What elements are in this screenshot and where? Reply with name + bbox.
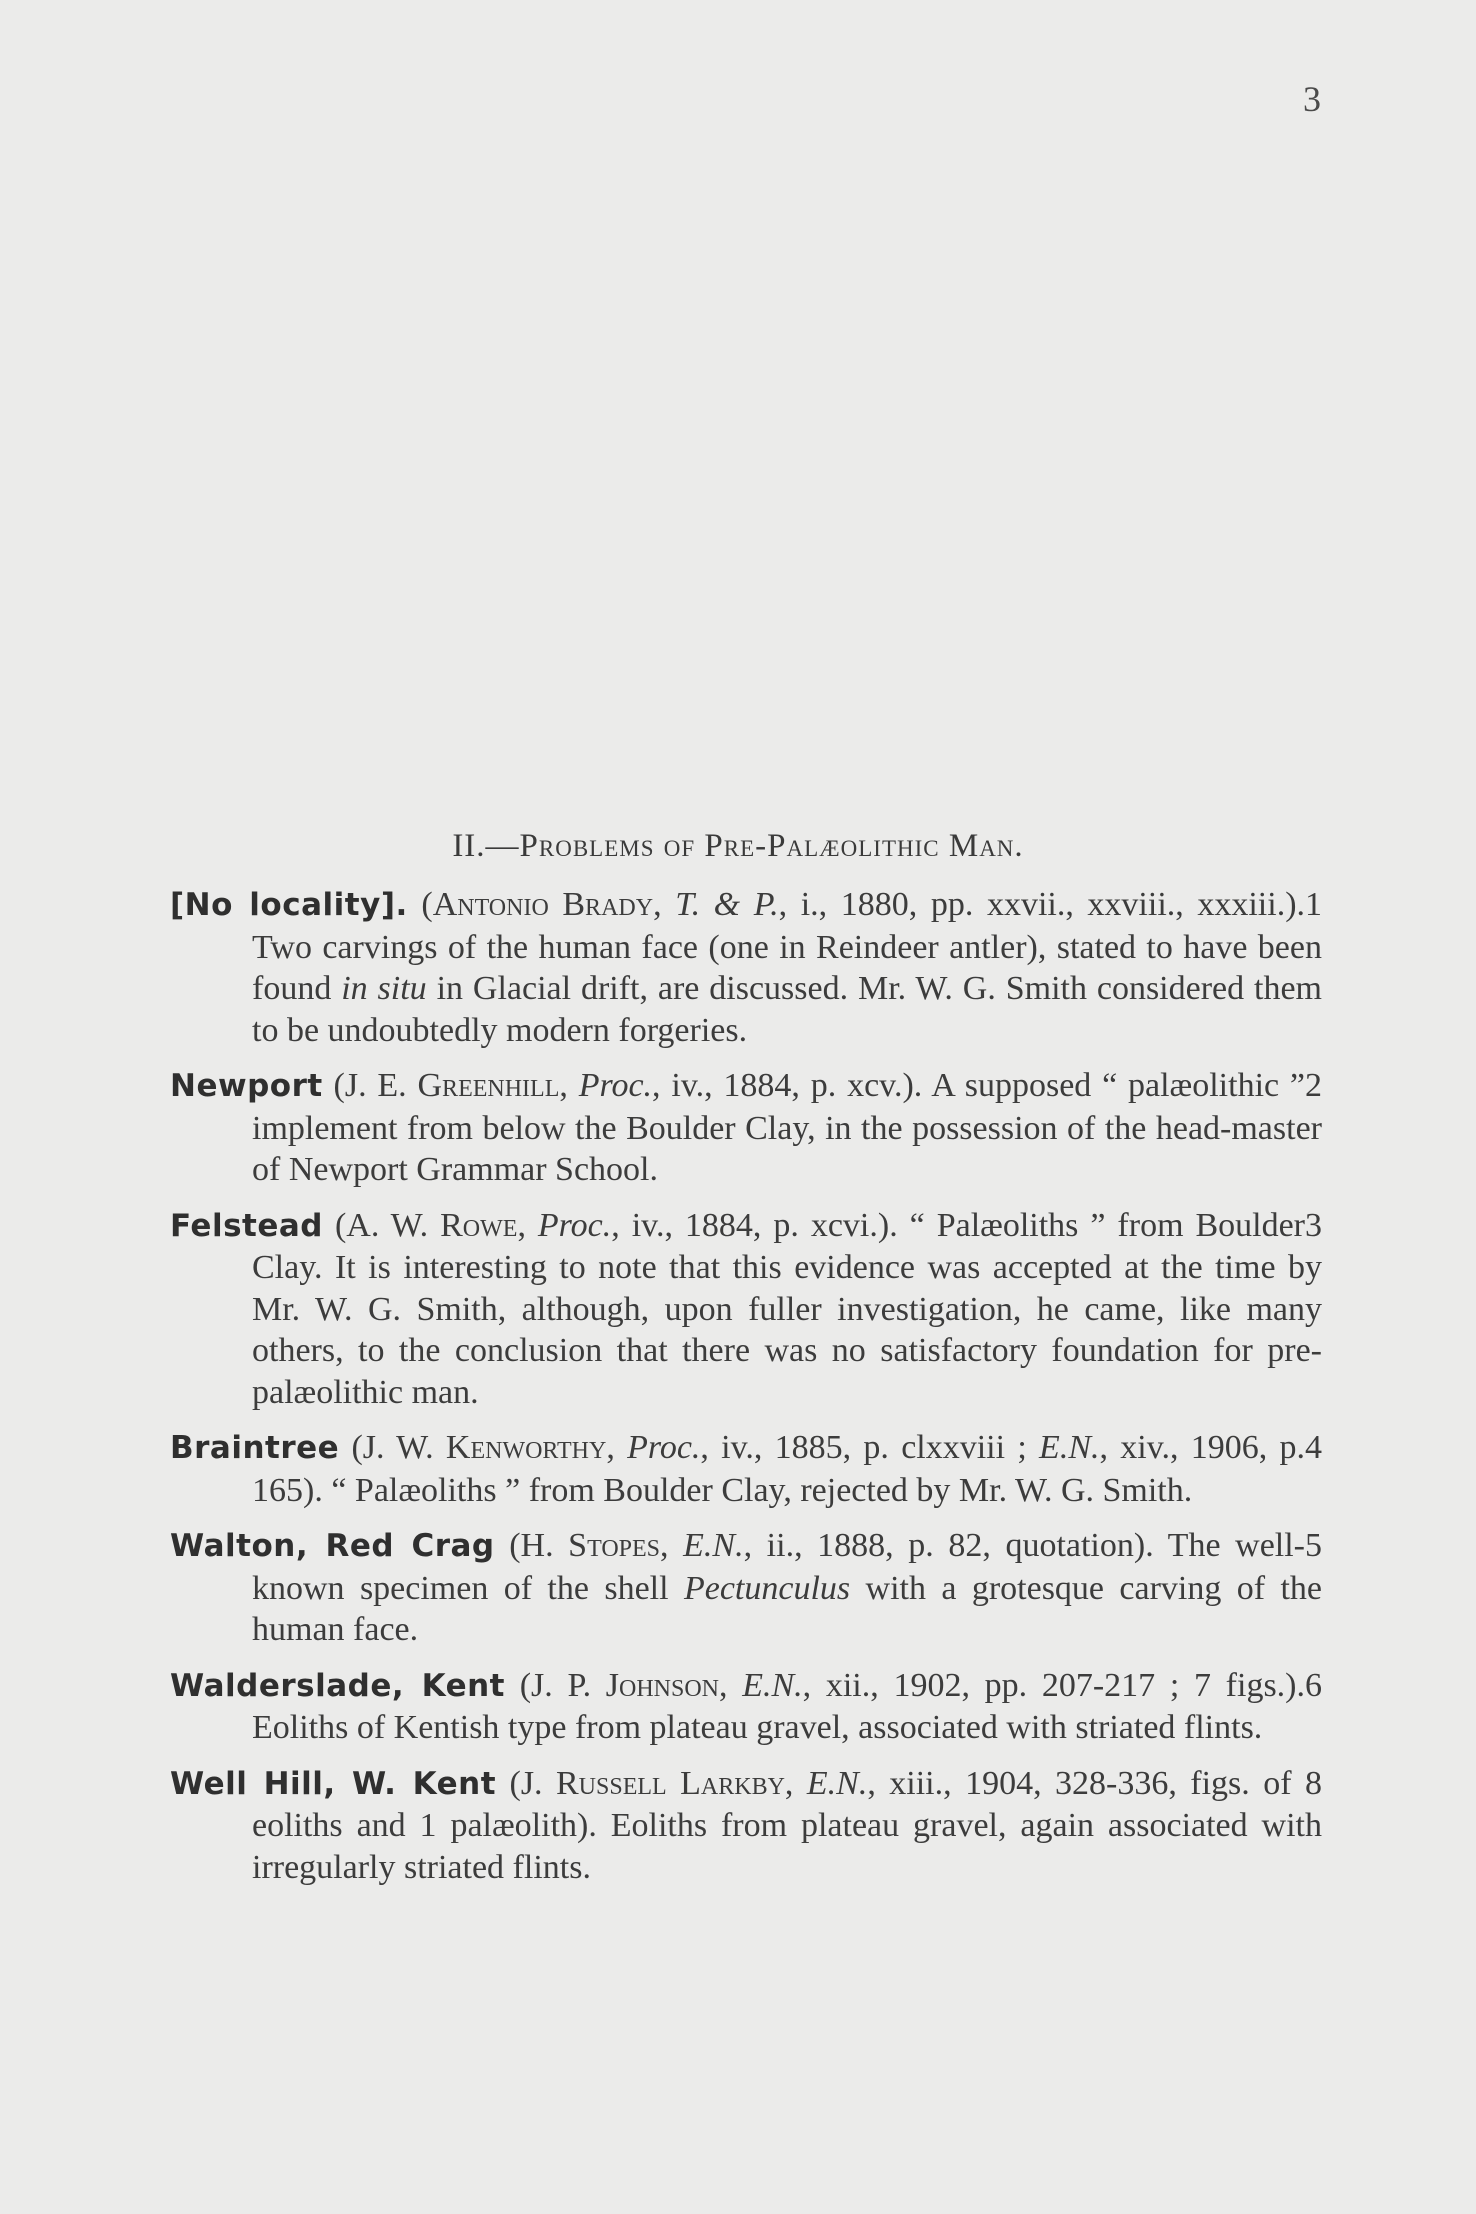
reference-details: , iv., 1885, p. clxxviii ; xyxy=(700,1429,1027,1466)
italic-term: Pectunculus xyxy=(683,1569,851,1607)
reference-open: ( xyxy=(322,1206,347,1244)
bibliography-entry xyxy=(170,1665,1322,1749)
bibliography-entry xyxy=(170,1427,1322,1511)
locality-name: Walderslade, Kent xyxy=(170,1667,505,1704)
journal-abbrev: Proc. xyxy=(578,1067,653,1104)
locality-name: Newport xyxy=(170,1068,323,1104)
journal-abbrev: E.N. xyxy=(683,1527,744,1564)
journal-abbrev: Proc. xyxy=(627,1429,701,1466)
reference-separator: , xyxy=(660,1527,684,1564)
reference-details: , ii., 1888, p. 82, quotation). xyxy=(743,1527,1154,1564)
reference-open: ( xyxy=(339,1429,363,1466)
reference-separator: , xyxy=(653,886,676,923)
author-name: J. P. Johnson xyxy=(531,1666,720,1704)
entry-description-rest: with a grotesque carving of the human face. xyxy=(252,1569,1322,1648)
entry-description: Eoliths from plateau gravel, again associated with irregularly striated flints. xyxy=(252,1807,1322,1886)
locality-name: Well Hill, W. Kent xyxy=(170,1765,497,1802)
locality-name: No locality xyxy=(184,887,381,923)
author-name: J. W. Kenworthy xyxy=(362,1429,607,1466)
reference-separator: , xyxy=(606,1429,628,1466)
reference-open: ( xyxy=(494,1527,521,1564)
locality-name: Braintree xyxy=(170,1430,340,1466)
reference-details: , i., 1880, pp. xxvii., xxviii., xxxiii.). xyxy=(778,886,1306,923)
author-name: H. Stopes xyxy=(520,1527,661,1564)
bibliography-entry xyxy=(170,1525,1322,1651)
author-name: J. Russell Larkby xyxy=(520,1764,785,1802)
reference-separator: , xyxy=(559,1067,579,1104)
reference-open: ( xyxy=(496,1764,521,1802)
author-name: A. W. Rowe xyxy=(346,1206,518,1244)
entry-description: Two carvings of the human face (one in Reindeer antler), stated to have been found xyxy=(252,928,1322,1007)
reference-separator: , xyxy=(517,1206,538,1244)
page-number: 3 xyxy=(1303,79,1321,119)
reference-details: , xii., 1902, pp. 207-217 ; 7 figs.). xyxy=(802,1666,1305,1704)
author-name: Antonio Brady xyxy=(432,886,654,923)
entry-number: 5 xyxy=(1305,1527,1322,1564)
journal-abbrev: E.N. xyxy=(742,1666,803,1704)
entry-number: 2 xyxy=(1305,1067,1322,1104)
reference-details: , iv., 1884, p. xcvi.). xyxy=(611,1206,898,1244)
entry-description-rest: , xiv., 1906, p. 165). “ Palæoliths ” from Boulder Clay, rejected by Mr. W. G. Smith. xyxy=(252,1429,1306,1509)
entry-description-rest: in Glacial drift, are discussed. Mr. W. G. Smith considered them to be undoubtedly modern forgeries. xyxy=(252,970,1322,1049)
reference-open: ( xyxy=(505,1666,532,1704)
bibliography-entry xyxy=(170,1763,1322,1889)
reference-open: ( xyxy=(322,1067,345,1104)
journal-abbrev: E.N. xyxy=(806,1764,868,1802)
entry-list xyxy=(170,884,1322,1902)
reference-separator: , xyxy=(719,1666,743,1704)
journal-abbrev: Proc. xyxy=(537,1206,612,1244)
locality-suffix: ]. xyxy=(380,887,408,923)
entry-description: “ Palæoliths ” from Boulder Clay. It is interesting to note that this evidence was accepted at the time by Mr. W. G. Smith, although, upon fuller investigation, he came, like many others, to the conclusion that there was no satisfactory foundation for pre-palæolithic man. xyxy=(252,1206,1322,1411)
locality-name: Felstead xyxy=(170,1207,323,1244)
locality-prefix: [ xyxy=(170,887,185,923)
entry-description: Eoliths of Kentish type from plateau gravel, associated with striated flints. xyxy=(252,1709,1263,1746)
journal-abbrev: T. & P. xyxy=(675,886,779,923)
entry-number: 6 xyxy=(1305,1666,1322,1704)
reference-open: ( xyxy=(407,886,433,923)
reference-separator: , xyxy=(784,1764,807,1802)
entry-number: 4 xyxy=(1305,1429,1322,1466)
locality-name: Walton, Red Crag xyxy=(170,1528,495,1564)
entry-description xyxy=(1027,1429,1039,1466)
bibliography-entry xyxy=(170,884,1322,1051)
section-title: II.—Problems of Pre-Palæolithic Man. xyxy=(452,828,1024,864)
entry-description: The well-known specimen of the shell xyxy=(252,1527,1305,1607)
italic-term: E.N. xyxy=(1039,1429,1100,1466)
entry-number: 1 xyxy=(1305,886,1322,923)
bibliography-entry xyxy=(170,1065,1322,1191)
entry-description: A supposed “ palæolithic ” implement from below the Boulder Clay, in the possession of the head-master of Newport Grammar School. xyxy=(252,1067,1322,1188)
italic-term: in situ xyxy=(341,970,427,1007)
author-name: J. E. Greenhill xyxy=(344,1067,560,1104)
reference-details: , xiii., 1904, 328-336, figs. of 8 eoliths and 1 palæolith). xyxy=(252,1764,1323,1844)
bibliography-entry xyxy=(170,1205,1322,1414)
entry-number: 3 xyxy=(1305,1206,1322,1244)
reference-details: , iv., 1884, p. xcv.). xyxy=(652,1067,923,1104)
